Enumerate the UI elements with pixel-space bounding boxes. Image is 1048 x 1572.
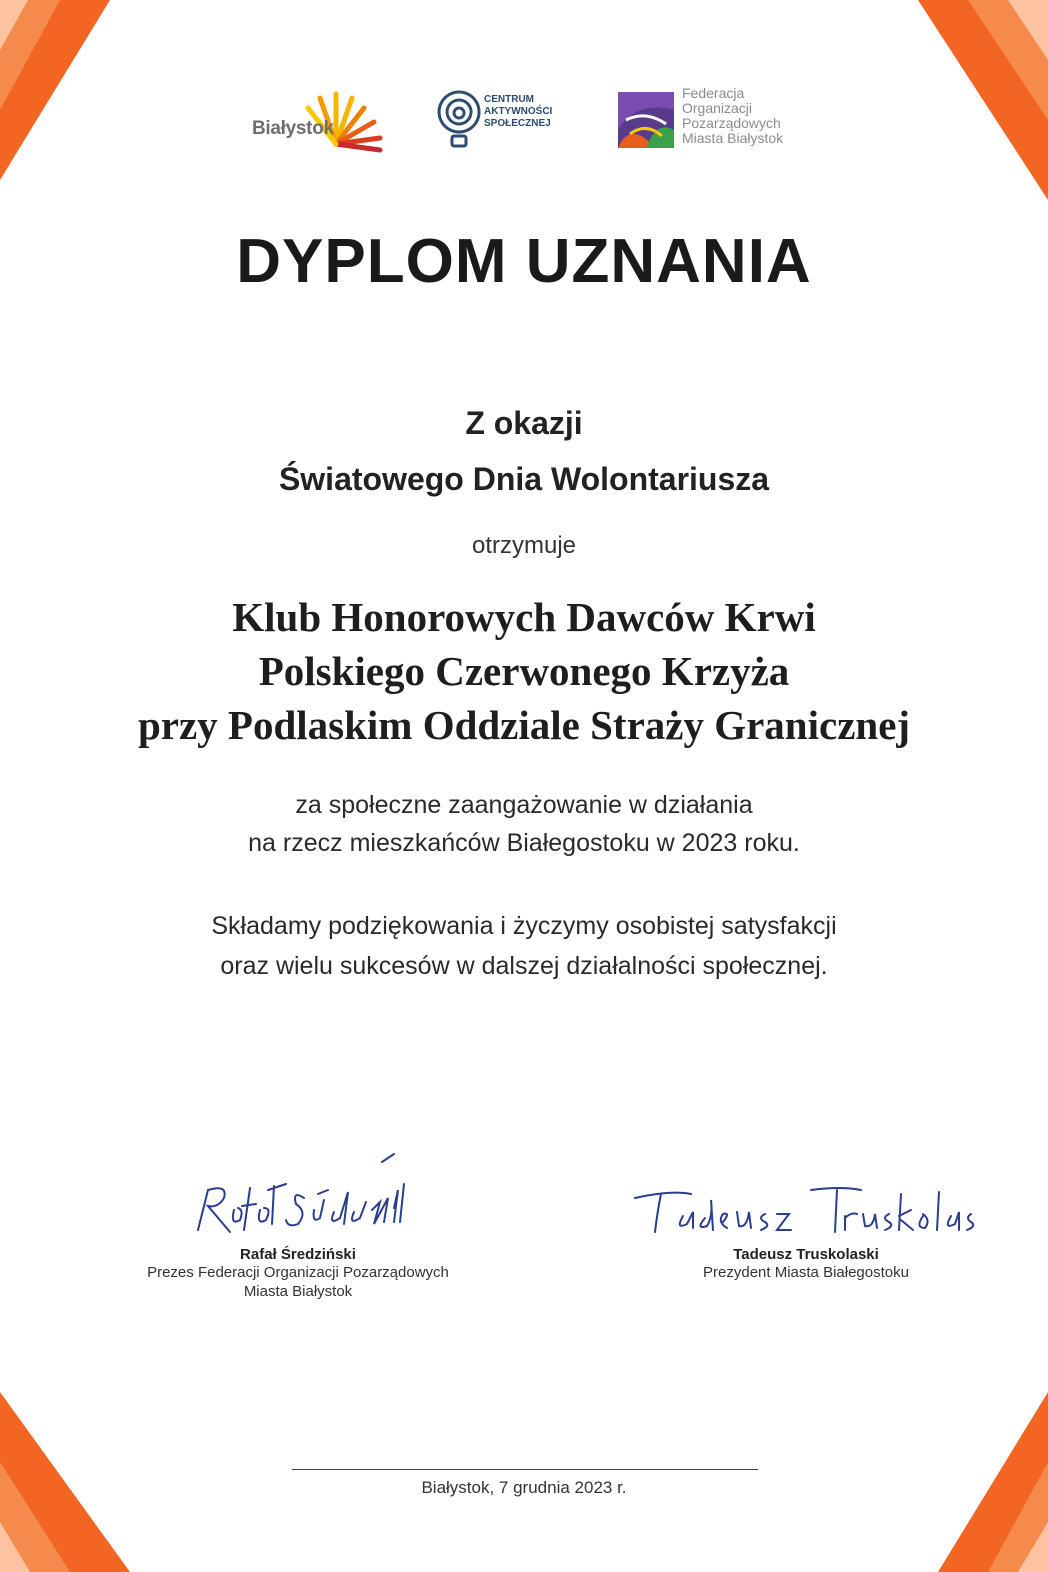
recipient-line-1: Klub Honorowych Dawców Krwi: [232, 594, 816, 640]
logo-row: [0, 82, 1048, 172]
centrum-aktywnosci-logo: [436, 86, 576, 166]
thanks-line-1: Składamy podziękowania i życzymy osobistej satysfakcji: [211, 912, 837, 940]
recipient-line-3: przy Podlaskim Oddziale Straży Granicznej: [137, 702, 911, 748]
handwritten-signature: [168, 1150, 428, 1246]
diploma-title: DYPLOM UZNANIA: [236, 227, 812, 296]
federation-emblem-icon: [616, 90, 676, 150]
place-and-date: Białystok, 7 grudnia 2023 r.: [421, 1478, 627, 1497]
gear-bulb-icon: [436, 86, 482, 156]
reason-text: [0, 786, 1048, 862]
reason-line-1: za społeczne zaangażowanie w działania: [295, 791, 753, 819]
thanks-line-2: oraz wielu sukcesów w dalszej działalności społecznej.: [220, 952, 828, 980]
occasion-text: [0, 395, 1048, 507]
footer-divider: [292, 1469, 758, 1470]
signatory-name: Rafał Średziński: [240, 1246, 356, 1263]
signatory-role: Prezydent Miasta Białegostoku: [703, 1264, 909, 1281]
recipient-name: [0, 590, 1048, 752]
signature-block-right: [626, 1150, 986, 1282]
occasion-line-2: Światowego Dnia Wolontariusza: [278, 461, 770, 497]
thanks-text: [0, 906, 1048, 986]
city-logo-text: Białystok: [252, 118, 334, 139]
federacja-logo: [616, 86, 816, 166]
corner-decoration-bottom-left: [0, 1352, 140, 1572]
recipient-line-2: Polskiego Czerwonego Krzyża: [258, 648, 790, 694]
signature-block-left: [108, 1150, 488, 1301]
corner-decoration-bottom-right: [928, 1362, 1048, 1572]
handwritten-signature: [631, 1150, 981, 1246]
bialystok-logo: [250, 82, 390, 162]
occasion-line-1: Z okazji: [465, 405, 583, 441]
reason-line-2: na rzecz mieszkańców Białegostoku w 2023 roku.: [248, 829, 800, 857]
federacja-logo-text: Federacja Organizacji Pozarządowych Miasta Białystok: [682, 85, 784, 146]
signatory-role: Prezes Federacji Organizacji Pozarządowych Miasta Białystok: [147, 1264, 449, 1300]
centrum-logo-text: CENTRUM AKTYWNOŚCI SPOŁECZNEJ: [484, 94, 553, 129]
receives-label: otrzymuje: [471, 532, 577, 559]
signatory-name: Tadeusz Truskolaski: [733, 1246, 879, 1263]
